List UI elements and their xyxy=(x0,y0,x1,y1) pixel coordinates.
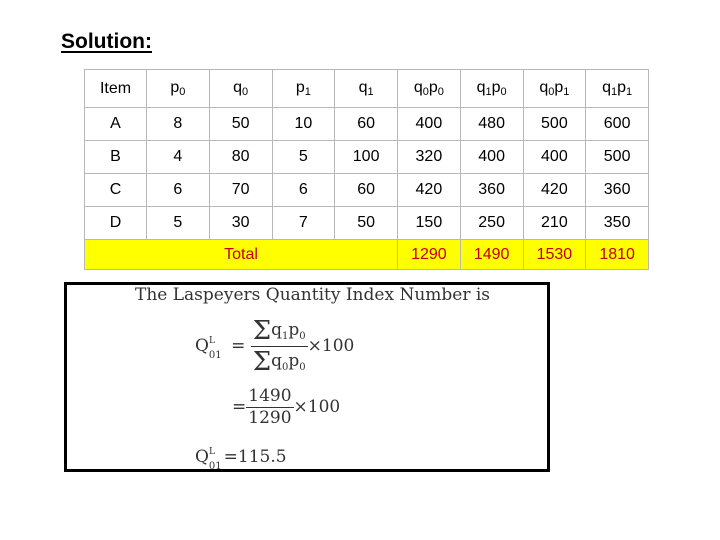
header-q0: $q_0$ xyxy=(209,70,272,108)
table-row xyxy=(85,108,649,141)
formula-lead-text: The Laspeyers Quantity Index Number is xyxy=(135,285,491,305)
total-q1p1: 1810 xyxy=(586,240,649,270)
cell: 400 xyxy=(460,141,523,174)
cell: 5 xyxy=(147,207,210,240)
cell: 30 xyxy=(209,207,272,240)
cell: 60 xyxy=(335,108,398,141)
total-row xyxy=(85,240,649,270)
total-q0p0: 1290 xyxy=(398,240,461,270)
cell: 400 xyxy=(523,141,586,174)
total-label: Total xyxy=(85,240,398,270)
table-row xyxy=(85,174,649,207)
cell: 5 xyxy=(272,141,335,174)
cell: 480 xyxy=(460,108,523,141)
formula-fraction: $\frac{\Sigma q_1p_0}{\Sigma q_0p_0}$ xyxy=(252,316,306,377)
cell: 6 xyxy=(272,174,335,207)
cell: 320 xyxy=(398,141,461,174)
cell: 250 xyxy=(460,207,523,240)
formula-substitution: = $\frac{1490}{1290}$ ×100 xyxy=(232,386,341,428)
cell: 420 xyxy=(398,174,461,207)
cell: 100 xyxy=(335,141,398,174)
table-row xyxy=(85,207,649,240)
cell: 80 xyxy=(209,141,272,174)
cell: 150 xyxy=(398,207,461,240)
cell: 10 xyxy=(272,108,335,141)
formula-box xyxy=(64,282,550,472)
cell: A xyxy=(85,108,147,141)
cell: 50 xyxy=(209,108,272,141)
cell: B xyxy=(85,141,147,174)
header-q1p1: $q_1p_1$ xyxy=(586,70,649,108)
table-header-row xyxy=(85,70,649,108)
cell: 500 xyxy=(586,141,649,174)
cell: 360 xyxy=(460,174,523,207)
header-p1: $p_1$ xyxy=(272,70,335,108)
cell: 500 xyxy=(523,108,586,141)
cell: 6 xyxy=(147,174,210,207)
cell: 8 xyxy=(147,108,210,141)
header-q0p0: $q_0p_0$ xyxy=(398,70,461,108)
cell: C xyxy=(85,174,147,207)
cell: 420 xyxy=(523,174,586,207)
header-q0p1: $q_0p_1$ xyxy=(523,70,586,108)
cell: 60 xyxy=(335,174,398,207)
header-q1p0: $q_1p_0$ xyxy=(460,70,523,108)
cell: 360 xyxy=(586,174,649,207)
cell: 210 xyxy=(523,207,586,240)
cell: 7 xyxy=(272,207,335,240)
data-table xyxy=(84,69,649,270)
header-p0: $p_0$ xyxy=(147,70,210,108)
cell: 600 xyxy=(586,108,649,141)
solution-heading: Solution: xyxy=(61,30,152,53)
cell: 70 xyxy=(209,174,272,207)
total-q0p1: 1530 xyxy=(523,240,586,270)
total-q1p0: 1490 xyxy=(460,240,523,270)
table-row xyxy=(85,141,649,174)
cell: D xyxy=(85,207,147,240)
header-q1: $q_1$ xyxy=(335,70,398,108)
formula-definition: $Q^L_{01}$ = $\frac{\Sigma q_1p_0}{\Sigma q_0p_0}$ ×100 xyxy=(195,316,355,377)
cell: 400 xyxy=(398,108,461,141)
header-item: Item xyxy=(85,70,147,108)
formula-result: $Q^L_{01} =115.5$ xyxy=(195,447,287,472)
cell: 4 xyxy=(147,141,210,174)
cell: 350 xyxy=(586,207,649,240)
cell: 50 xyxy=(335,207,398,240)
